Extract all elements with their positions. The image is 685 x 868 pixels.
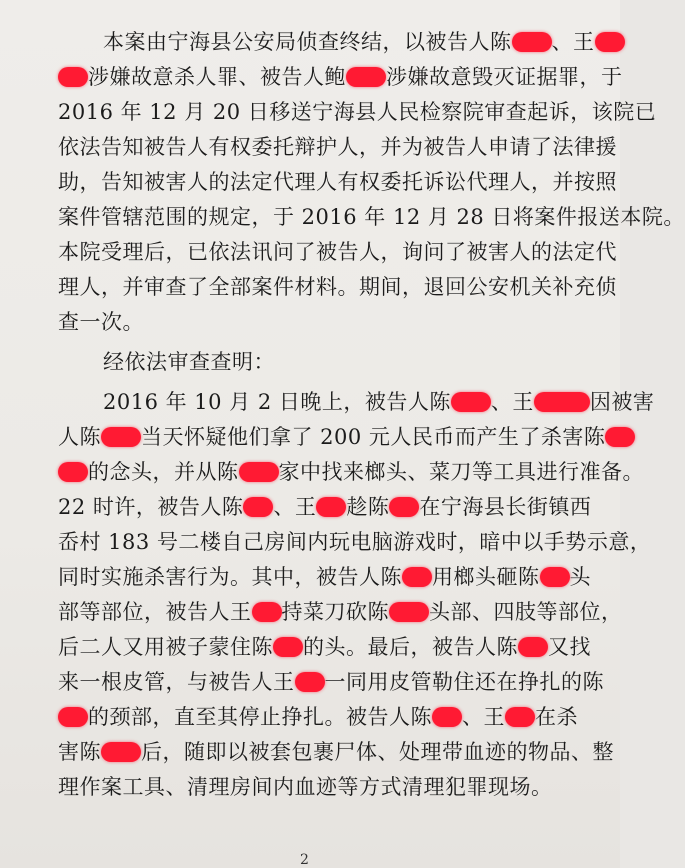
paragraph-line: 的颈部，直至其停止挣扎。被告人陈 、王 在杀 [58,703,578,731]
redaction-mark [534,392,590,412]
redaction-mark [273,637,303,657]
paragraph-line: 理作案工具、清理房间内血迹等方式清理犯罪现场。 [58,775,553,799]
redaction-mark [243,497,273,517]
paragraph-line: 部等部位，被告人王 持菜刀砍陈 头部、四肢等部位， [58,600,623,624]
paragraph-line: 后二人又用被子蒙住陈 的头。最后，被告人陈 又找 [58,635,591,659]
redaction-mark [432,707,462,727]
paragraph-line: 岙村 183 号二楼自己房间内玩电脑游戏时，暗中以手势示意， [58,530,652,554]
redaction-mark [346,67,386,87]
paragraph-line: 助，告知被害人的法定代理人有权委托诉讼代理人，并按照 [58,170,617,194]
paragraph-line: 2016 年 10 月 2 日晚上，被告人陈 、王 因被害 [103,390,655,414]
redaction-mark [101,742,141,762]
redaction-mark [402,567,432,587]
redaction-mark [295,672,325,692]
redaction-mark [239,462,279,482]
redaction-mark [595,32,625,52]
paragraph-line: 案件管辖范围的规定，于 2016 年 12 月 28 日将案件报送本院。 [58,205,685,229]
section-heading: 经依法审查查明： [103,350,275,374]
paragraph-line: 涉嫌故意杀人罪、被告人鲍 涉嫌故意毁灭证据罪，于 [58,63,623,91]
paragraph-line: 查一次。 [58,310,144,334]
paragraph-line: 2016 年 12 月 20 日移送宁海县人民检察院审查起诉，该院已 [58,100,657,124]
paragraph-line: 本院受理后，已依法讯问了被告人，询问了被害人的法定代 [58,240,617,264]
paragraph-line: 来一根皮管，与被告人王 一同用皮管勒住还在挣扎的陈 [58,670,604,694]
redaction-mark [518,637,548,657]
redaction-mark [316,497,346,517]
paragraph-line: 害陈 后，随即以被套包裹尸体、处理带血迹的物品、整 [58,740,614,764]
page-number: 2 [300,852,309,868]
redaction-mark [101,427,141,447]
redaction-mark [58,67,88,87]
paragraph-line: 理人，并审查了全部案件材料。期间，退回公安机关补充侦 [58,275,617,299]
redaction-mark [58,462,88,482]
paragraph-line: 人陈 当天怀疑他们拿了 200 元人民币而产生了杀害陈 [58,423,635,451]
redaction-mark [58,707,88,727]
paragraph-line: 的念头，并从陈 家中找来榔头、菜刀等工具进行准备。 [58,458,644,486]
redaction-mark [389,602,429,622]
redaction-mark [512,32,552,52]
redaction-mark [252,602,282,622]
paragraph-line: 本案由宁海县公安局侦查终结，以被告人陈 、王 [103,28,625,56]
paragraph-line: 22 时许，被告人陈 、王 趁陈 在宁海县长街镇西 [58,495,592,519]
redaction-mark [389,497,419,517]
redaction-mark [505,707,535,727]
paragraph-line: 同时实施杀害行为。其中，被告人陈 用榔头砸陈 头 [58,565,591,589]
redaction-mark [451,392,491,412]
paragraph-line: 依法告知被告人有权委托辩护人，并为被告人申请了法律援 [58,135,617,159]
redaction-mark [540,567,570,587]
redaction-mark [605,427,635,447]
